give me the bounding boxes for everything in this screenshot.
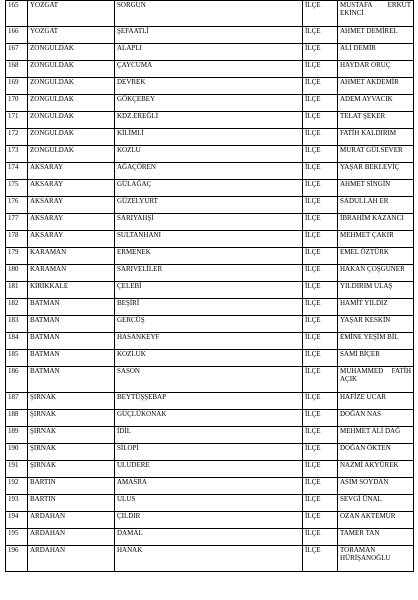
table-row [6,248,414,265]
row-number: 188 [6,410,28,427]
row-number: 187 [6,393,28,410]
province-cell: AKSARAY [28,180,115,197]
province-cell: ŞIRNAK [28,410,115,427]
table-row [6,146,414,163]
district-cell: SULTANHANI [115,231,303,248]
province-cell: ZONGULDAK [28,95,115,112]
row-number: 195 [6,529,28,546]
district-cell: ULUS [115,495,303,512]
person-name-cell: TELAT ŞEKER [338,112,414,129]
row-number: 180 [6,265,28,282]
table-row [6,410,414,427]
table-row [6,529,414,546]
type-cell: İLÇE [303,231,338,248]
type-cell: İLÇE [303,427,338,444]
row-number: 166 [6,27,28,44]
person-name-cell: HAFİZE UCAR [338,393,414,410]
table-row [6,495,414,512]
row-number: 178 [6,231,28,248]
row-number: 184 [6,333,28,350]
province-cell: ŞIRNAK [28,461,115,478]
table-row [6,27,414,44]
person-name-cell: TORAMAN HÜRİŞANOĞLU [338,546,414,572]
person-name-cell: FATİH KALDIRIM [338,129,414,146]
district-cell: DEVREK [115,78,303,95]
row-number: 170 [6,95,28,112]
type-cell: İLÇE [303,197,338,214]
person-name-cell: SADULLAH ER [338,197,414,214]
row-number: 196 [6,546,28,572]
person-name-cell: MEHMET ÇAKIR [338,231,414,248]
province-cell: AKSARAY [28,214,115,231]
person-name-cell: ALİ DEMİR [338,44,414,61]
province-cell: BATMAN [28,367,115,393]
person-name-cell: SAMİ BİÇER [338,350,414,367]
district-cell: ŞEFAATLİ [115,27,303,44]
province-cell: ZONGULDAK [28,129,115,146]
province-cell: ZONGULDAK [28,78,115,95]
table-row [6,112,414,129]
table-row [6,512,414,529]
type-cell: İLÇE [303,95,338,112]
district-cell: ALAPLI [115,44,303,61]
table-row [6,197,414,214]
table-row [6,393,414,410]
type-cell: İLÇE [303,44,338,61]
row-number: 192 [6,478,28,495]
type-cell: İLÇE [303,265,338,282]
province-cell: ZONGULDAK [28,112,115,129]
row-number: 191 [6,461,28,478]
district-cell: GÖKÇEBEY [115,95,303,112]
type-cell: İLÇE [303,163,338,180]
person-name-cell: MEHMET ALİ DAĞ [338,427,414,444]
row-number: 186 [6,367,28,393]
province-cell: BARTIN [28,478,115,495]
table-row [6,316,414,333]
row-number: 181 [6,282,28,299]
province-cell: ARDAHAN [28,546,115,572]
district-cell: HASANKEYF [115,333,303,350]
district-cell: SASON [115,367,303,393]
person-name-cell: HAKAN ÇOŞGUNER [338,265,414,282]
table-row [6,163,414,180]
person-name-cell: MUHAMMED FATİH AÇIK [338,367,414,393]
district-cell: İDİL [115,427,303,444]
row-number: 165 [6,1,28,27]
province-cell: KARAMAN [28,248,115,265]
table-row [6,299,414,316]
type-cell: İLÇE [303,546,338,572]
appointment-table [5,0,414,572]
district-cell: GÜÇLÜKONAK [115,410,303,427]
row-number: 176 [6,197,28,214]
district-cell: ÇELEBİ [115,282,303,299]
table-row [6,444,414,461]
province-cell: ZONGULDAK [28,44,115,61]
type-cell: İLÇE [303,282,338,299]
row-number: 185 [6,350,28,367]
person-name-cell: NAZMİ AKYÜREK [338,461,414,478]
province-cell: AKSARAY [28,163,115,180]
row-number: 172 [6,129,28,146]
row-number: 194 [6,512,28,529]
district-cell: GÜLAĞAÇ [115,180,303,197]
row-number: 183 [6,316,28,333]
type-cell: İLÇE [303,78,338,95]
row-number: 182 [6,299,28,316]
person-name-cell: HAYDAR ORUÇ [338,61,414,78]
person-name-cell: HAMİT YILDIZ [338,299,414,316]
person-name-cell: ADEM AYVACIK [338,95,414,112]
table-row [6,350,414,367]
type-cell: İLÇE [303,299,338,316]
person-name-cell: DOĞAN ÖKTEN [338,444,414,461]
type-cell: İLÇE [303,461,338,478]
province-cell: ŞIRNAK [28,444,115,461]
province-cell: ARDAHAN [28,529,115,546]
type-cell: İLÇE [303,478,338,495]
table-row [6,180,414,197]
type-cell: İLÇE [303,316,338,333]
table-body [6,1,414,572]
district-cell: SİLOPİ [115,444,303,461]
district-cell: BEYTÜŞŞEBAP [115,393,303,410]
person-name-cell: İBRAHİM KAZANCI [338,214,414,231]
district-cell: AĞAÇÖREN [115,163,303,180]
row-number: 168 [6,61,28,78]
type-cell: İLÇE [303,512,338,529]
person-name-cell: AHMET SİNGİN [338,180,414,197]
province-cell: BARTIN [28,495,115,512]
table-row [6,265,414,282]
table-row [6,95,414,112]
person-name-cell: MURAT GÜLSEVER [338,146,414,163]
type-cell: İLÇE [303,214,338,231]
type-cell: İLÇE [303,350,338,367]
province-cell: BATMAN [28,316,115,333]
person-name-cell: EMİNE YEŞİM BİL [338,333,414,350]
table-row [6,1,414,27]
type-cell: İLÇE [303,112,338,129]
province-cell: ŞIRNAK [28,427,115,444]
person-name-cell: EMEL ÖZTÜRK [338,248,414,265]
row-number: 169 [6,78,28,95]
district-cell: SARIVELİLER [115,265,303,282]
row-number: 171 [6,112,28,129]
district-cell: ÇAYCUMA [115,61,303,78]
person-name-cell: SEVGİ ÜNAL [338,495,414,512]
table-row [6,478,414,495]
type-cell: İLÇE [303,333,338,350]
row-number: 167 [6,44,28,61]
district-cell: KDZ.EREĞLİ [115,112,303,129]
province-cell: AKSARAY [28,231,115,248]
type-cell: İLÇE [303,248,338,265]
table-row [6,214,414,231]
person-name-cell: YILDIRIM ULAŞ [338,282,414,299]
province-cell: ZONGULDAK [28,61,115,78]
district-cell: KİLİMLİ [115,129,303,146]
district-cell: SARIYAHŞİ [115,214,303,231]
district-cell: SORGUN [115,1,303,27]
row-number: 174 [6,163,28,180]
table-row [6,427,414,444]
province-cell: ZONGULDAK [28,146,115,163]
person-name-cell: MUSTAFA ERKUT EKİNCİ [338,1,414,27]
district-cell: ÇILDIR [115,512,303,529]
type-cell: İLÇE [303,27,338,44]
table-row [6,231,414,248]
type-cell: İLÇE [303,367,338,393]
table-row [6,78,414,95]
table-row [6,129,414,146]
type-cell: İLÇE [303,146,338,163]
type-cell: İLÇE [303,444,338,461]
province-cell: BATMAN [28,333,115,350]
row-number: 190 [6,444,28,461]
row-number: 173 [6,146,28,163]
person-name-cell: AHMET DEMİREL [338,27,414,44]
person-name-cell: YAŞAR BEKLEVİÇ [338,163,414,180]
province-cell: AKSARAY [28,197,115,214]
type-cell: İLÇE [303,410,338,427]
district-cell: KOZLU [115,146,303,163]
row-number: 193 [6,495,28,512]
province-cell: ŞIRNAK [28,393,115,410]
table-row [6,44,414,61]
district-cell: GÜZELYURT [115,197,303,214]
person-name-cell: YAŞAR KESKİN [338,316,414,333]
type-cell: İLÇE [303,529,338,546]
district-cell: DAMAL [115,529,303,546]
person-name-cell: OZAN AKTEMUR [338,512,414,529]
row-number: 189 [6,427,28,444]
district-cell: AMASRA [115,478,303,495]
district-cell: BEŞİRİ [115,299,303,316]
person-name-cell: ASIM SOYDAN [338,478,414,495]
table-row [6,61,414,78]
province-cell: BATMAN [28,350,115,367]
province-cell: BATMAN [28,299,115,316]
table-row [6,367,414,393]
row-number: 175 [6,180,28,197]
province-cell: KARAMAN [28,265,115,282]
district-cell: HANAK [115,546,303,572]
type-cell: İLÇE [303,61,338,78]
province-cell: YOZGAT [28,1,115,27]
person-name-cell: DOĞAN NAS [338,410,414,427]
table-row [6,282,414,299]
district-cell: ULUDERE [115,461,303,478]
type-cell: İLÇE [303,180,338,197]
type-cell: İLÇE [303,495,338,512]
person-name-cell: AHMET AKDEMİR [338,78,414,95]
district-cell: KOZLUK [115,350,303,367]
row-number: 179 [6,248,28,265]
type-cell: İLÇE [303,129,338,146]
table-row [6,546,414,572]
type-cell: İLÇE [303,393,338,410]
table-row [6,461,414,478]
type-cell: İLÇE [303,1,338,27]
row-number: 177 [6,214,28,231]
person-name-cell: TAMER TAN [338,529,414,546]
district-cell: GERCÜŞ [115,316,303,333]
district-cell: ERMENEK [115,248,303,265]
province-cell: KIRIKKALE [28,282,115,299]
province-cell: ARDAHAN [28,512,115,529]
table-row [6,333,414,350]
province-cell: YOZGAT [28,27,115,44]
